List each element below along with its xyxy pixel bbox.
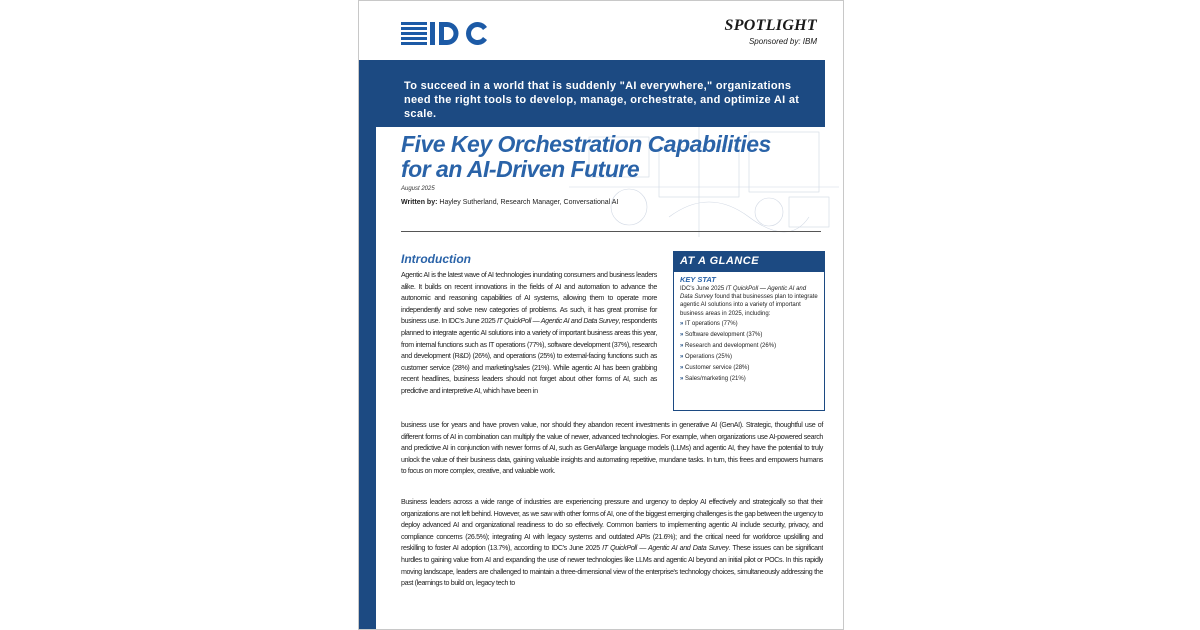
key-stat-label: KEY STAT — [680, 275, 716, 284]
spotlight-title: SPOTLIGHT — [724, 17, 817, 34]
glance-list-item: » Operations (25%) — [680, 352, 818, 363]
byline-label: Written by: — [401, 199, 438, 206]
p3-text-a: Business leaders across a wide range of industries are experiencing pressure and urgency to deploy AI effectively and strategically so that their organizations are not left behind. However, as we saw with other forms of AI, one of the biggest emerging challenges is the gap between the urgency to deploy advanced AI and organizational readiness to do so effectively. Common barriers to implementing agentic AI include security, privacy, and compliance concerns (26.5%); integrating AI with legacy systems and outdated APIs (21.6%); and the critical need for workforce upskilling and reskilling to foster AI adoption (13.7%), according to IDC's June 2025 — [401, 498, 823, 553]
document-title: Five Key Orchestration Capabilities for an AI-Driven Future — [401, 131, 771, 182]
p1-survey-title: IT QuickPoll — Agentic AI and Data Survey — [496, 317, 619, 326]
idc-logo — [401, 19, 489, 49]
p3-text-b: . These issues can be significant hurdles to gaining value from AI and expanding the use of newer technologies like LLMs and agentic AI beyond an initial pilot or POCs. In this rapidly moving landscape, leaders are challenged to maintain a three-dimensional view of the enterprise's technology choices, simultaneously addressing the past (learnings to build on, legacy tech to — [401, 544, 823, 588]
header-divider — [401, 231, 821, 232]
left-accent-bar — [359, 127, 376, 630]
banner-text: To succeed in a world that is suddenly "AI everywhere," organizations need the right tools to develop, manage, orchestrate, and optimize AI at scale. — [404, 80, 800, 120]
sponsor-line: Sponsored by: IBM — [748, 37, 817, 46]
glance-list-item: » Customer service (28%) — [680, 363, 818, 374]
section-heading-introduction: Introduction — [401, 252, 471, 266]
p1-text-b: , respondents planned to integrate agentic AI solutions into a variety of important business areas this year, from internal functions such as IT operations (77%), software development (37%), research and development (R&D) (26%), and operations (25%) to external-facing functions such as customer service (28%) and marketing/sales (21%). While agentic AI has been grabbing recent headlines, business leaders should not forget about other forms of AI, such as predictive and interpretive AI, which have been in — [401, 317, 657, 395]
document-page — [358, 0, 844, 630]
byline-author: Hayley Sutherland, Research Manager, Conversational AI — [439, 199, 619, 206]
glance-list-item: » Research and development (26%) — [680, 341, 818, 352]
glance-survey-title: IT QuickPoll — Agentic AI and Data Survey — [680, 286, 807, 301]
at-a-glance-box — [673, 251, 825, 411]
glance-list-item: » Sales/marketing (21%) — [680, 374, 818, 385]
glance-list-item: » IT operations (77%) — [680, 319, 818, 330]
glance-heading: AT A GLANCE — [674, 252, 824, 272]
publication-date: August 2025 — [401, 186, 435, 192]
intro-paragraph-1 — [401, 270, 657, 398]
intro-paragraph-2: business use for years and have proven value, nor should they abandon recent investments in generative AI (GenAI). Strategic, thoughtful use of different forms of AI in combination can multiply the value of newer, advanced technologies. For example, when organizations use AI-powered search and predictive AI in conjunction with newer forms of AI, such as GenAI/large language models (LLMs) and agentic AI, they have the potential to truly unlock the value of their business data, gaining valuable insights and automating repetitive, mundane tasks. In turn, this frees and empowers humans to focus on more complex, creative, and valuable work. — [401, 421, 823, 476]
glance-list — [680, 319, 818, 385]
spotlight-label — [725, 17, 817, 46]
p1-text-a: Agentic AI is the latest wave of AI technologies inundating consumers and business leaders alike. It builds on recent innovations in the fields of AI and automation to advance the autonomic and reasoning capabilities of AI systems, allowing them to operate more independently and solve new categories of problems. As such, it has great promise for business use. In IDC's June 2025 — [401, 271, 657, 326]
glance-intro-a: IDC's June 2025 — [680, 286, 726, 292]
summary-banner — [359, 60, 825, 127]
glance-list-item: » Software development (37%) — [680, 330, 818, 341]
intro-paragraph-3 — [401, 497, 823, 601]
p3-survey-title: IT QuickPoll — Agentic AI and Data Survey — [602, 544, 729, 553]
glance-intro — [680, 285, 818, 318]
glance-intro-b: found that businesses plan to integrate agentic AI solutions into a variety of important business areas in 2025, including: — [680, 294, 818, 317]
byline — [401, 199, 618, 206]
